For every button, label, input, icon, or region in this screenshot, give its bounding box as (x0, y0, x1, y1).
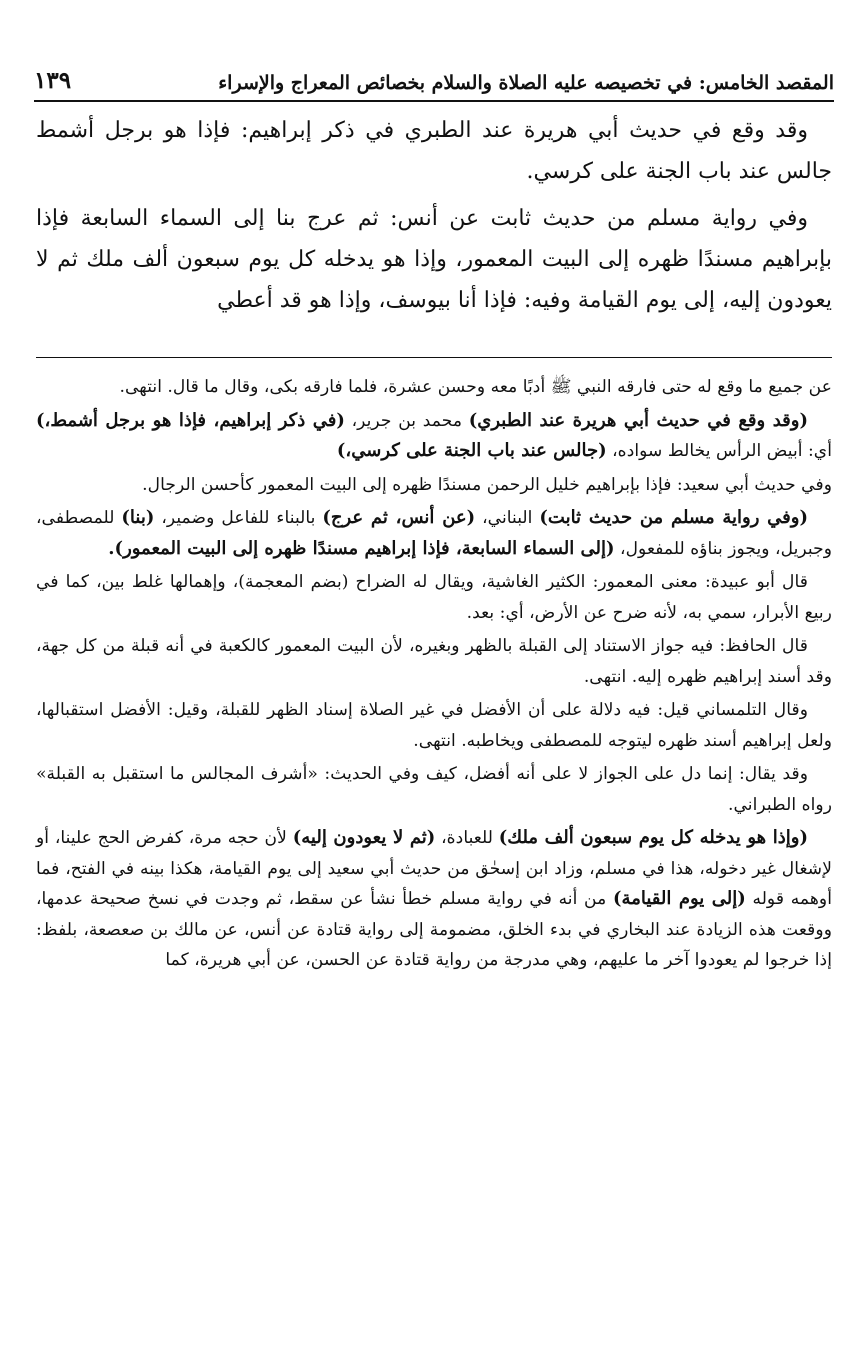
quoted-matn: (وقد وقع في حديث أبي هريرة عند الطبري) (468, 409, 808, 431)
commentary-paragraph: قال أبو عبيدة: معنى المعمور: الكثير الغاشية، ويقال له الضراح (بضم المعجمة)، وإهمالها غلط بين، كما في ربيع الأبرار، سمي به، لأنه ضرح عن الأرض، أي: بعد. (36, 572, 832, 623)
quoted-matn: (إلى السماء السابعة، فإذا إبراهيم مسندًا ظهره إلى البيت المعمور). (108, 537, 615, 559)
commentary-paragraph (36, 406, 832, 467)
commentary-text-span: محمد بن جرير، (344, 410, 469, 431)
commentary-paragraph: عن جميع ما وقع له حتى فارقه النبي ﷺ أدبًا معه وحسن عشرة، فلما فارقه بكى، وقال ما قال. انتهى. (119, 377, 832, 397)
commentary-text (36, 372, 832, 979)
commentary-paragraph (36, 503, 832, 564)
commentary-text-span: للمصطفى، وجبريل، ويجوز بناؤه للمفعول، (36, 508, 832, 559)
quoted-matn: (وإذا هو يدخله كل يوم سبعون ألف ملك) (498, 827, 808, 848)
quoted-matn: (وفي رواية مسلم من حديث ثابت) (539, 507, 808, 528)
quoted-matn: (عن أنس، ثم عرج) (322, 507, 476, 528)
quoted-matn: (إلى يوم القيامة) (613, 888, 746, 909)
quoted-matn: (جالس عند باب الجنة على كرسي،) (336, 440, 607, 461)
commentary-text-span: البناني، (475, 508, 540, 528)
running-title: المقصد الخامس: في تخصيصه عليه الصلاة والسلام بخصائص المعراج والإسراء (218, 72, 834, 94)
page-header (34, 54, 834, 102)
quoted-matn: (ثم لا يعودون إليه) (292, 827, 436, 848)
page-number: ١٣٩ (34, 67, 72, 94)
commentary-paragraph: قال الحافظ: فيه جواز الاستناد إلى القبلة بالظهر وبغيره، لأن البيت المعمور كالكعبة في أنه قبلة من كل جهة، وقد أسند إبراهيم ظهره إليه. انتهى. (36, 636, 832, 687)
commentary-text-span: لأن حجه مرة، كفرض الحج علينا، أو لإشغال غير دخوله، هذا في مسلم، وزاد ابن إسحٰق من حديث أبي سعيد إلى يوم القيامة، هكذا بينه في الفتح، فما أوهمه قوله (36, 828, 833, 909)
footnote-divider (36, 357, 832, 358)
commentary-paragraph: وقد يقال: إنما دل على الجواز لا على أنه أفضل، كيف وفي الحديث: «أشرف المجالس ما استقبل به القبلة» رواه الطبراني. (36, 764, 832, 815)
main-paragraph: وفي رواية مسلم من حديث ثابت عن أنس: ثم عرج بنا إلى السماء السابعة فإذا بإبراهيم مسندًا ظهره إلى البيت المعمور، وإذا هو يدخله كل يوم سبعون ألف ملك ثم لا يعودون إليه، إلى يوم القيامة وفيه: فإذا أنا بيوسف، وإذا هو قد أعطي (36, 206, 832, 313)
commentary-text-span: من أنه في رواية مسلم خطأ نشأ عن سقط، ثم وجدت في نسخ صحيحة عدمها، ووقعت هذه الزيادة عند البخاري في بدء الخلق، مضمومة إلى رواية قتادة عن أنس، عن مالك بن صعصعة، بلفظ: إذا خرجوا لم يعودوا آخر ما عليهم، وهي مدرجة من رواية قتادة عن الحسن، عن أبي هريرة، كما (36, 889, 832, 970)
main-text (36, 110, 832, 327)
commentary-paragraph: وقال التلمساني قيل: فيه دلالة على أن الأفضل في غير الصلاة إسناد الظهر للقبلة، وقيل: الأفضل استقبالها، ولعل إبراهيم أسند ظهره ليتوجه للمصطفى ويخاطبه. انتهى. (36, 700, 832, 751)
quoted-matn: (في ذكر إبراهيم، فإذا هو برجل أشمط،) (36, 409, 345, 431)
commentary-text-span: للعبادة، (435, 828, 499, 848)
main-paragraph: وقد وقع في حديث أبي هريرة عند الطبري في ذكر إبراهيم: فإذا هو برجل أشمط جالس عند باب الجنة على كرسي. (36, 118, 832, 184)
quoted-matn: (بنا) (121, 507, 155, 528)
commentary-paragraph (36, 823, 832, 976)
commentary-text-span: بالبناء للفاعل وضمير، (154, 508, 323, 528)
commentary-text-span: أي: أبيض الرأس يخالط سواده، (606, 441, 832, 461)
commentary-paragraph: وفي حديث أبي سعيد: فإذا بإبراهيم خليل الرحمن مسندًا ظهره إلى البيت المعمور كأحسن الرجال. (142, 474, 832, 495)
